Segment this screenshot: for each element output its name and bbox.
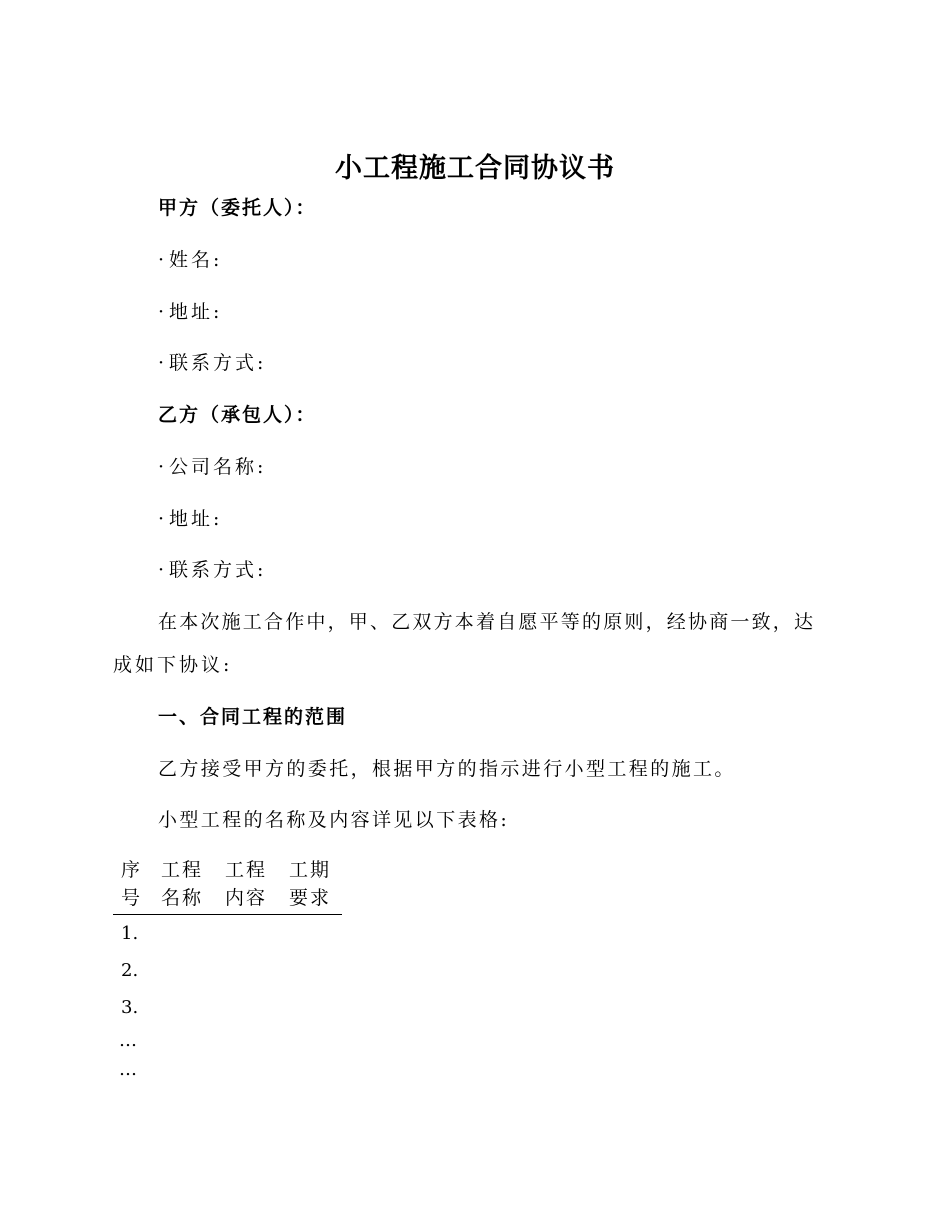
table-continuation-ellipsis: …: [119, 1030, 137, 1051]
section-1-paragraph-2: 小型工程的名称及内容详见以下表格:: [158, 809, 510, 831]
intro-paragraph-line-1: 在本次施工合作中，甲、乙双方本着自愿平等的原则，经协商一致，达: [158, 611, 816, 633]
works-table-header-row: [113, 856, 342, 915]
party-b-address-field: · 地址:: [158, 504, 222, 531]
party-a-heading: 甲方（委托人）：: [158, 197, 317, 219]
section-1-paragraph-1: 乙方接受甲方的委托，根据甲方的指示进行小型工程的施工。: [158, 758, 736, 780]
party-b-company-field: · 公司名称:: [158, 452, 266, 479]
table-continuation-ellipsis: …: [119, 1059, 137, 1080]
table-row: [113, 989, 342, 1026]
party-a-contact-field: · 联系方式:: [158, 348, 266, 375]
party-b-contact-field: · 联系方式:: [158, 555, 266, 582]
header-index: 序 号: [113, 856, 150, 915]
table-row: [113, 952, 342, 989]
row-index: 1.: [121, 923, 139, 944]
header-project-name: 工程 名称: [150, 856, 214, 915]
row-index: 3.: [121, 997, 139, 1018]
section-1-heading: 一、合同工程的范围: [158, 706, 348, 728]
party-b-heading: 乙方（承包人）：: [158, 404, 317, 426]
header-schedule-requirement: 工期 要求: [278, 856, 342, 915]
table-row: [113, 915, 342, 953]
row-index: 2.: [121, 960, 139, 981]
works-table: [113, 856, 342, 1026]
header-project-content: 工程 内容: [214, 856, 278, 915]
party-a-address-field: · 地址:: [158, 297, 222, 324]
intro-paragraph-line-2: 成如下协议:: [113, 654, 233, 676]
document-title: 小工程施工合同协议书: [335, 153, 615, 184]
party-a-name-field: · 姓名:: [158, 245, 222, 272]
